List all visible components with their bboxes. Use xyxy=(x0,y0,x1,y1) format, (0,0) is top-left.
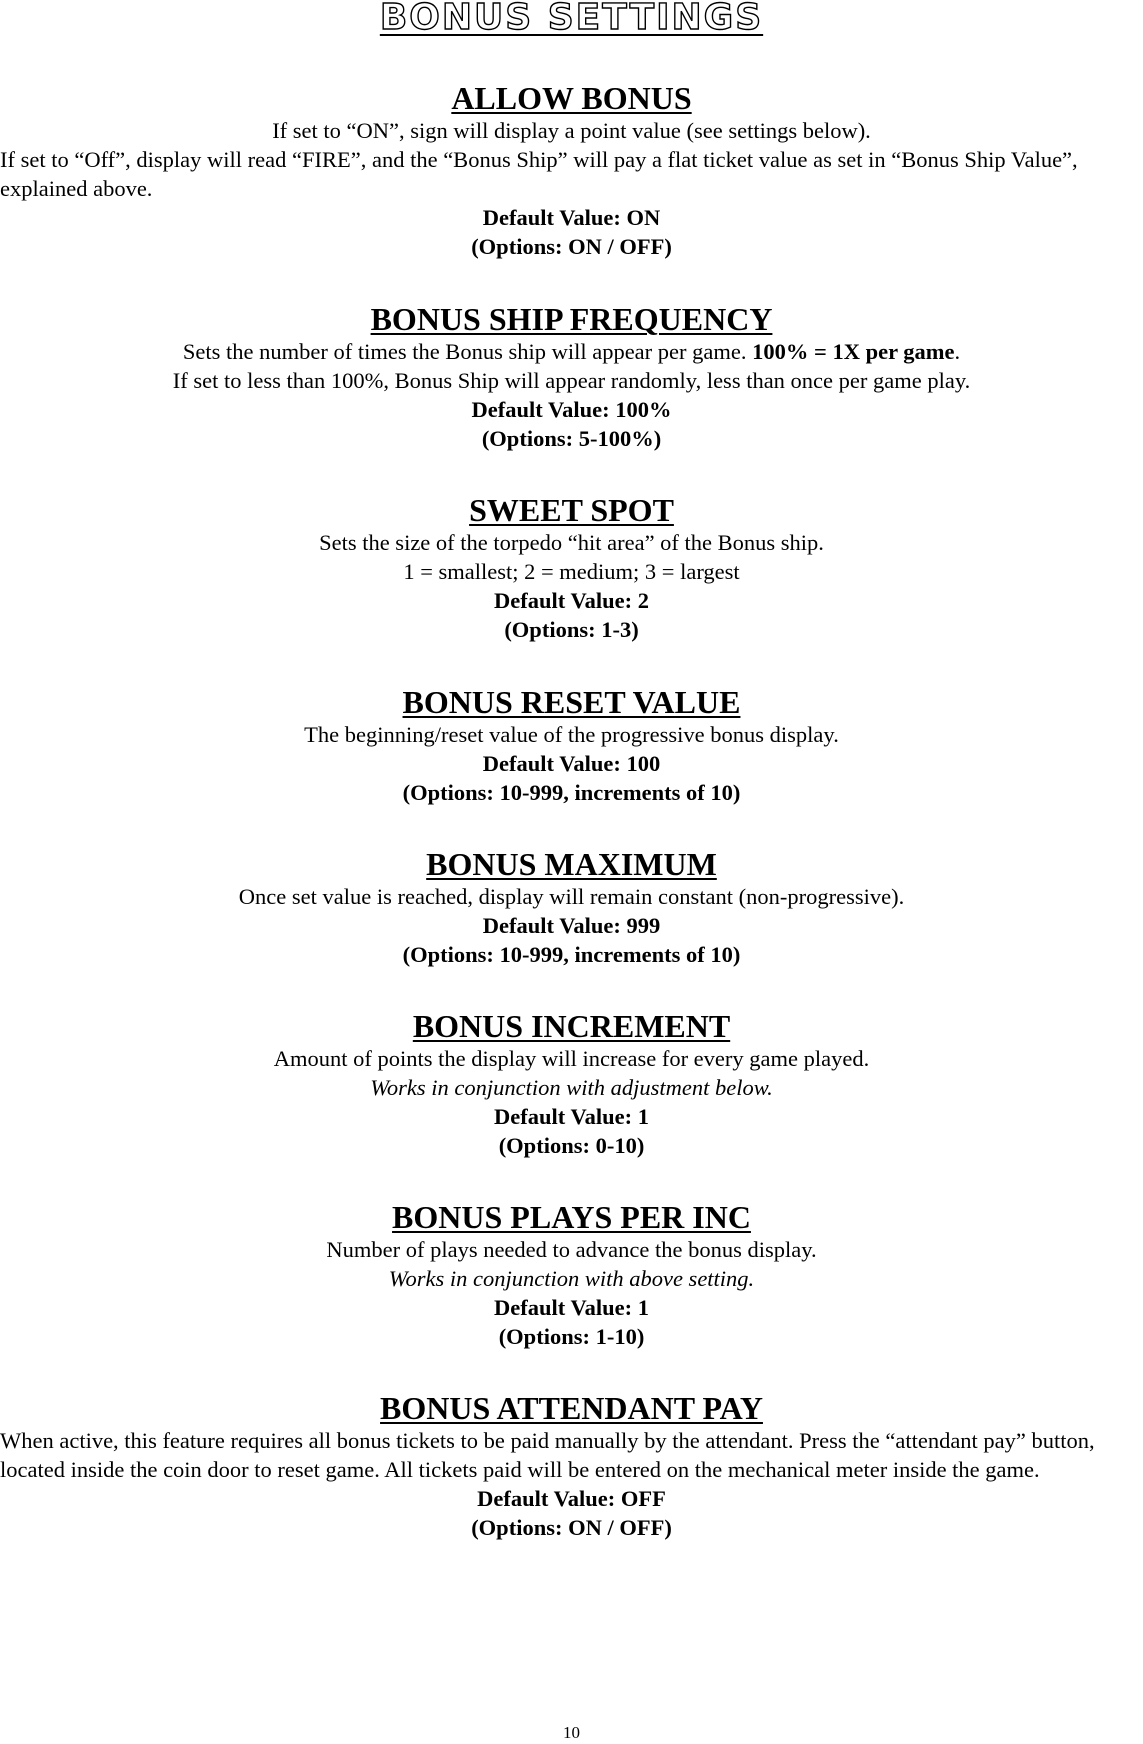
section-bonus-increment xyxy=(0,1008,1143,1160)
section-heading: SWEET SPOT xyxy=(469,492,674,528)
section-bonus-maximum xyxy=(0,846,1143,969)
page-title: BONUS SETTINGS xyxy=(379,0,764,38)
default-value: Default Value: 100 xyxy=(482,751,661,776)
section-heading: ALLOW BONUS xyxy=(451,80,692,116)
options-value: (Options: 1-10) xyxy=(498,1324,645,1349)
description-line xyxy=(0,337,1143,366)
section-bonus-reset-value xyxy=(0,684,1143,807)
description-line: 1 = smallest; 2 = medium; 3 = largest xyxy=(403,559,740,584)
description-text: Sets the number of times the Bonus ship will appear per game. xyxy=(182,339,753,364)
section-heading: BONUS SHIP FREQUENCY xyxy=(370,301,773,337)
description-line: If set to less than 100%, Bonus Ship will appear randomly, less than once per game play. xyxy=(172,368,971,393)
description-line: Number of plays needed to advance the bonus display. xyxy=(326,1237,817,1262)
options-value: (Options: ON / OFF) xyxy=(471,1515,672,1540)
page-number: 10 xyxy=(563,1723,580,1742)
section-bonus-plays-per-inc xyxy=(0,1199,1143,1351)
default-value: Default Value: 1 xyxy=(493,1104,649,1129)
section-heading: BONUS PLAYS PER INC xyxy=(392,1199,751,1235)
description-note: Works in conjunction with above setting. xyxy=(388,1266,755,1291)
section-sweet-spot xyxy=(0,492,1143,644)
description-line: If set to “ON”, sign will display a point value (see settings below). xyxy=(272,118,871,143)
options-value: (Options: 10-999, increments of 10) xyxy=(402,780,741,805)
options-value: (Options: 10-999, increments of 10) xyxy=(402,942,741,967)
options-value: (Options: 0-10) xyxy=(498,1133,645,1158)
default-value: Default Value: 100% xyxy=(471,397,672,422)
description-emphasis: 100% = 1X per game xyxy=(752,339,955,364)
section-bonus-ship-frequency xyxy=(0,301,1143,453)
section-heading: BONUS ATTENDANT PAY xyxy=(380,1390,763,1426)
description-paragraph: If set to “Off”, display will read “FIRE”, and the “Bonus Ship” will pay a flat ticket value as set in “Bonus Ship Value”, explained above. xyxy=(0,147,1078,201)
section-heading: BONUS RESET VALUE xyxy=(402,684,741,720)
default-value: Default Value: ON xyxy=(482,205,661,230)
description-line: Once set value is reached, display will remain constant (non-progressive). xyxy=(238,884,905,909)
section-allow-bonus xyxy=(0,80,1143,261)
description-line: Sets the size of the torpedo “hit area” of the Bonus ship. xyxy=(319,530,824,555)
description-note: Works in conjunction with adjustment below. xyxy=(370,1075,773,1100)
default-value: Default Value: 999 xyxy=(482,913,661,938)
options-value: (Options: 5-100%) xyxy=(481,426,662,451)
description-line: The beginning/reset value of the progressive bonus display. xyxy=(304,722,839,747)
default-value: Default Value: 2 xyxy=(493,588,649,613)
options-value: (Options: 1-3) xyxy=(504,617,639,642)
default-value: Default Value: OFF xyxy=(477,1486,666,1511)
default-value: Default Value: 1 xyxy=(493,1295,649,1320)
description-period: . xyxy=(954,339,961,364)
section-bonus-attendant-pay xyxy=(0,1390,1143,1542)
section-heading: BONUS INCREMENT xyxy=(412,1008,731,1044)
options-value: (Options: ON / OFF) xyxy=(471,234,672,259)
description-paragraph: When active, this feature requires all bonus tickets to be paid manually by the attendant. Press the “attendant pay” button, located inside the coin door to reset game. All tickets paid will be entered on the mechanical meter inside the game. xyxy=(0,1428,1095,1482)
section-heading: BONUS MAXIMUM xyxy=(426,846,717,882)
description-line: Amount of points the display will increase for every game played. xyxy=(273,1046,870,1071)
